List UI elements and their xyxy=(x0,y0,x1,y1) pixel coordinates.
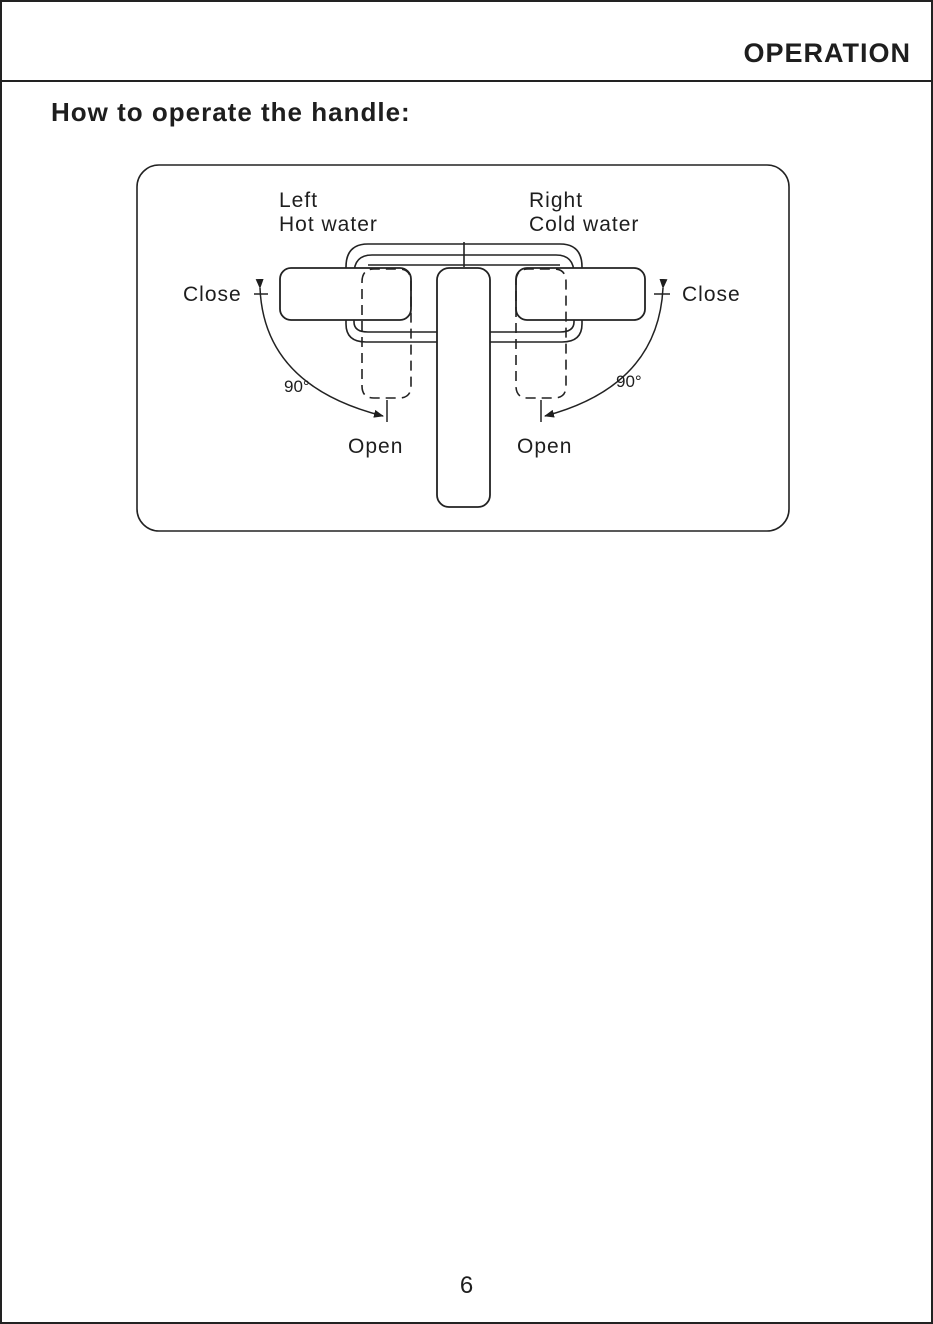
right-side-label: Right xyxy=(529,189,584,212)
diagram-svg xyxy=(136,164,790,532)
cold-water-label: Cold water xyxy=(529,213,640,236)
left-handle xyxy=(280,268,411,320)
right-handle xyxy=(516,268,645,320)
spout xyxy=(437,268,490,507)
right-angle-label: 90° xyxy=(616,372,642,391)
page-heading: How to operate the handle: xyxy=(51,97,411,127)
page-number: 6 xyxy=(459,1272,474,1299)
section-label: OPERATION xyxy=(743,38,911,68)
right-open-label: Open xyxy=(517,435,573,458)
left-side-label: Left xyxy=(279,189,319,212)
left-close-label: Close xyxy=(183,283,242,306)
hot-water-label: Hot water xyxy=(279,213,378,236)
handle-operation-diagram xyxy=(136,164,790,532)
right-close-label: Close xyxy=(682,283,741,306)
left-angle-label: 90° xyxy=(284,377,310,396)
header-divider xyxy=(2,80,931,82)
left-open-label: Open xyxy=(348,435,404,458)
